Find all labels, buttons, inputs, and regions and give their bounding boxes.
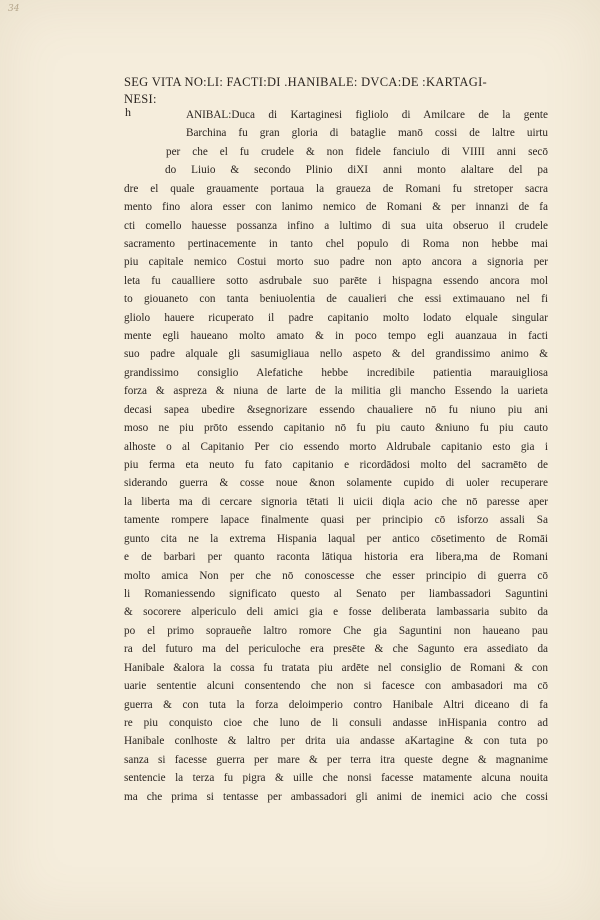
text-line: to giouaneto con tanta beniuolentia de caualieri che essi extimauano nel fi <box>124 293 548 306</box>
text-line: piu ferma eta neuto fu fato capitanio e ricordādosi molto del sacramēto de <box>124 459 548 472</box>
text-line: dre el quale grauamente portaua la graueza de Romani fu stretoper sacra <box>124 182 548 195</box>
text-line: forza & aspreza & niuna de larte de la militia gli mancho Essendo la uarieta <box>124 385 548 398</box>
text-line: Hanibale &alora la cossa fu tratata piu ardēte nel consiglio de Romani & con <box>124 661 548 674</box>
text-line: gunto cita ne la extrema Hispania laqual per antico cōsetimento de Romāi <box>124 532 548 545</box>
text-line: e de barbari per quanto raconta lātiqua historia era libera,ma de Romani <box>124 551 548 564</box>
text-line: sentencie la terza fu pigra & uille che nonsi facesse matamente alcuna nouita <box>124 772 548 785</box>
text-line: Barchina fu gran gloria di bataglie manō cossi de laltre uirtu <box>186 127 548 140</box>
text-line: cti comello hauesse possanza infino a lultimo di sua uita obseruo il crudele <box>124 219 548 232</box>
text-line: piu capitale nemico Costui morto suo padre non apto ancora a signoria per <box>124 256 548 269</box>
text-line: mento fino alora esser con lanimo nemico de Romani & per innanzi de fa <box>124 201 548 214</box>
heading-line: SEG VITA NO:LI: FACTI:DI .HANIBALE: DVCA:DE :KARTAGI- <box>124 75 488 89</box>
text-line: & socorere alpericulo deli amici gia e fosse deliberata lambassaria subito da <box>124 606 548 619</box>
text-line: per che el fu crudele & non fidele fanciulo di VIIII anni secō <box>166 145 548 158</box>
text-line: mente egli haueano molto amato & in poco tempo egli auanzaua in facti <box>124 330 548 343</box>
text-line: uarie sententie alcuni consentendo che non si facesce con ambasadori ma cō <box>124 680 548 693</box>
folio-number: 34 <box>8 4 20 14</box>
text-line: decasi sapea ubedire &segnorizare essendo chaualiere nō fu niuno piu ani <box>124 403 548 416</box>
text-line: ra del futuro ma del periculoche era presēte & che Sagunto era assediato da <box>124 643 548 656</box>
text-line: re piu conquisto cioe che luno de li consuli andasse inHispania contro ad <box>124 716 548 729</box>
text-line: la liberta ma di cercare signoria tētati li uicii diqla acio che nō paresse aper <box>124 495 548 508</box>
text-line: do Liuio & secondo Plinio diXI anni monto alaltare del pa <box>165 164 548 177</box>
text-line: siderando guerra & cosse noue &non solamente cupido di uoler recuperare <box>124 477 548 490</box>
text-line: moso ne piu prōto essendo capitanio nō fu piu cauto &niuno fu piu cauto <box>124 422 548 435</box>
initial-guide-letter: h <box>125 105 131 119</box>
text-line: sanza si facesse guerra per mare & per terra itra queste degne & magnanime <box>124 753 548 766</box>
text-line: sacramento pertinacemente in tanto chel populo di Roma non hebbe mai <box>124 237 548 250</box>
text-line: guerra & con tuta la forza deloimperio contro Hanibale Altri diceano di fa <box>124 698 548 711</box>
text-line: grandissimo consiglio Alefatiche hebbe incredibile patientia marauigliosa <box>124 366 548 379</box>
heading-line: NESI: <box>124 92 157 106</box>
text-line: tamente rompere lapace finalmente quasi per principio cō isforzo assali Sa <box>124 514 548 527</box>
text-line: alhoste o al Capitanio Per cio essendo morto Aldrubale capitanio esto gia i <box>124 440 548 453</box>
text-line: ANIBAL:Duca di Kartaginesi figliolo di Amilcare de la gente <box>186 109 548 121</box>
text-line: molto amica Non per che nō conoscesse che esser principio di guerra cō <box>124 569 548 582</box>
text-line: po el primo sopraueñe laltro romore Che gia Saguntini non haueano pau <box>124 624 548 637</box>
body-text <box>124 106 548 806</box>
chapter-heading <box>124 74 564 108</box>
text-line: suo padre alquale gli sasumigliaua nello aspeto & del grandissimo animo & <box>124 348 548 361</box>
text-line: Hanibale conlhoste & laltro per drita uia andasse aKartagine & con tuta po <box>124 735 548 748</box>
text-line: leta fu caualliere sotto asdrubale suo parēte i hispagna essendo ancora mol <box>124 274 548 287</box>
text-line: gliolo hauere ricuperato il padre capitanio molto lodato elquale singular <box>124 311 548 324</box>
text-line: ma che prima si tentasse per ambassadori gli animi de inemici acio che cossi <box>124 790 548 803</box>
text-line: li Romaniessendo significato questo al Senato per liambassadori Saguntini <box>124 587 548 600</box>
